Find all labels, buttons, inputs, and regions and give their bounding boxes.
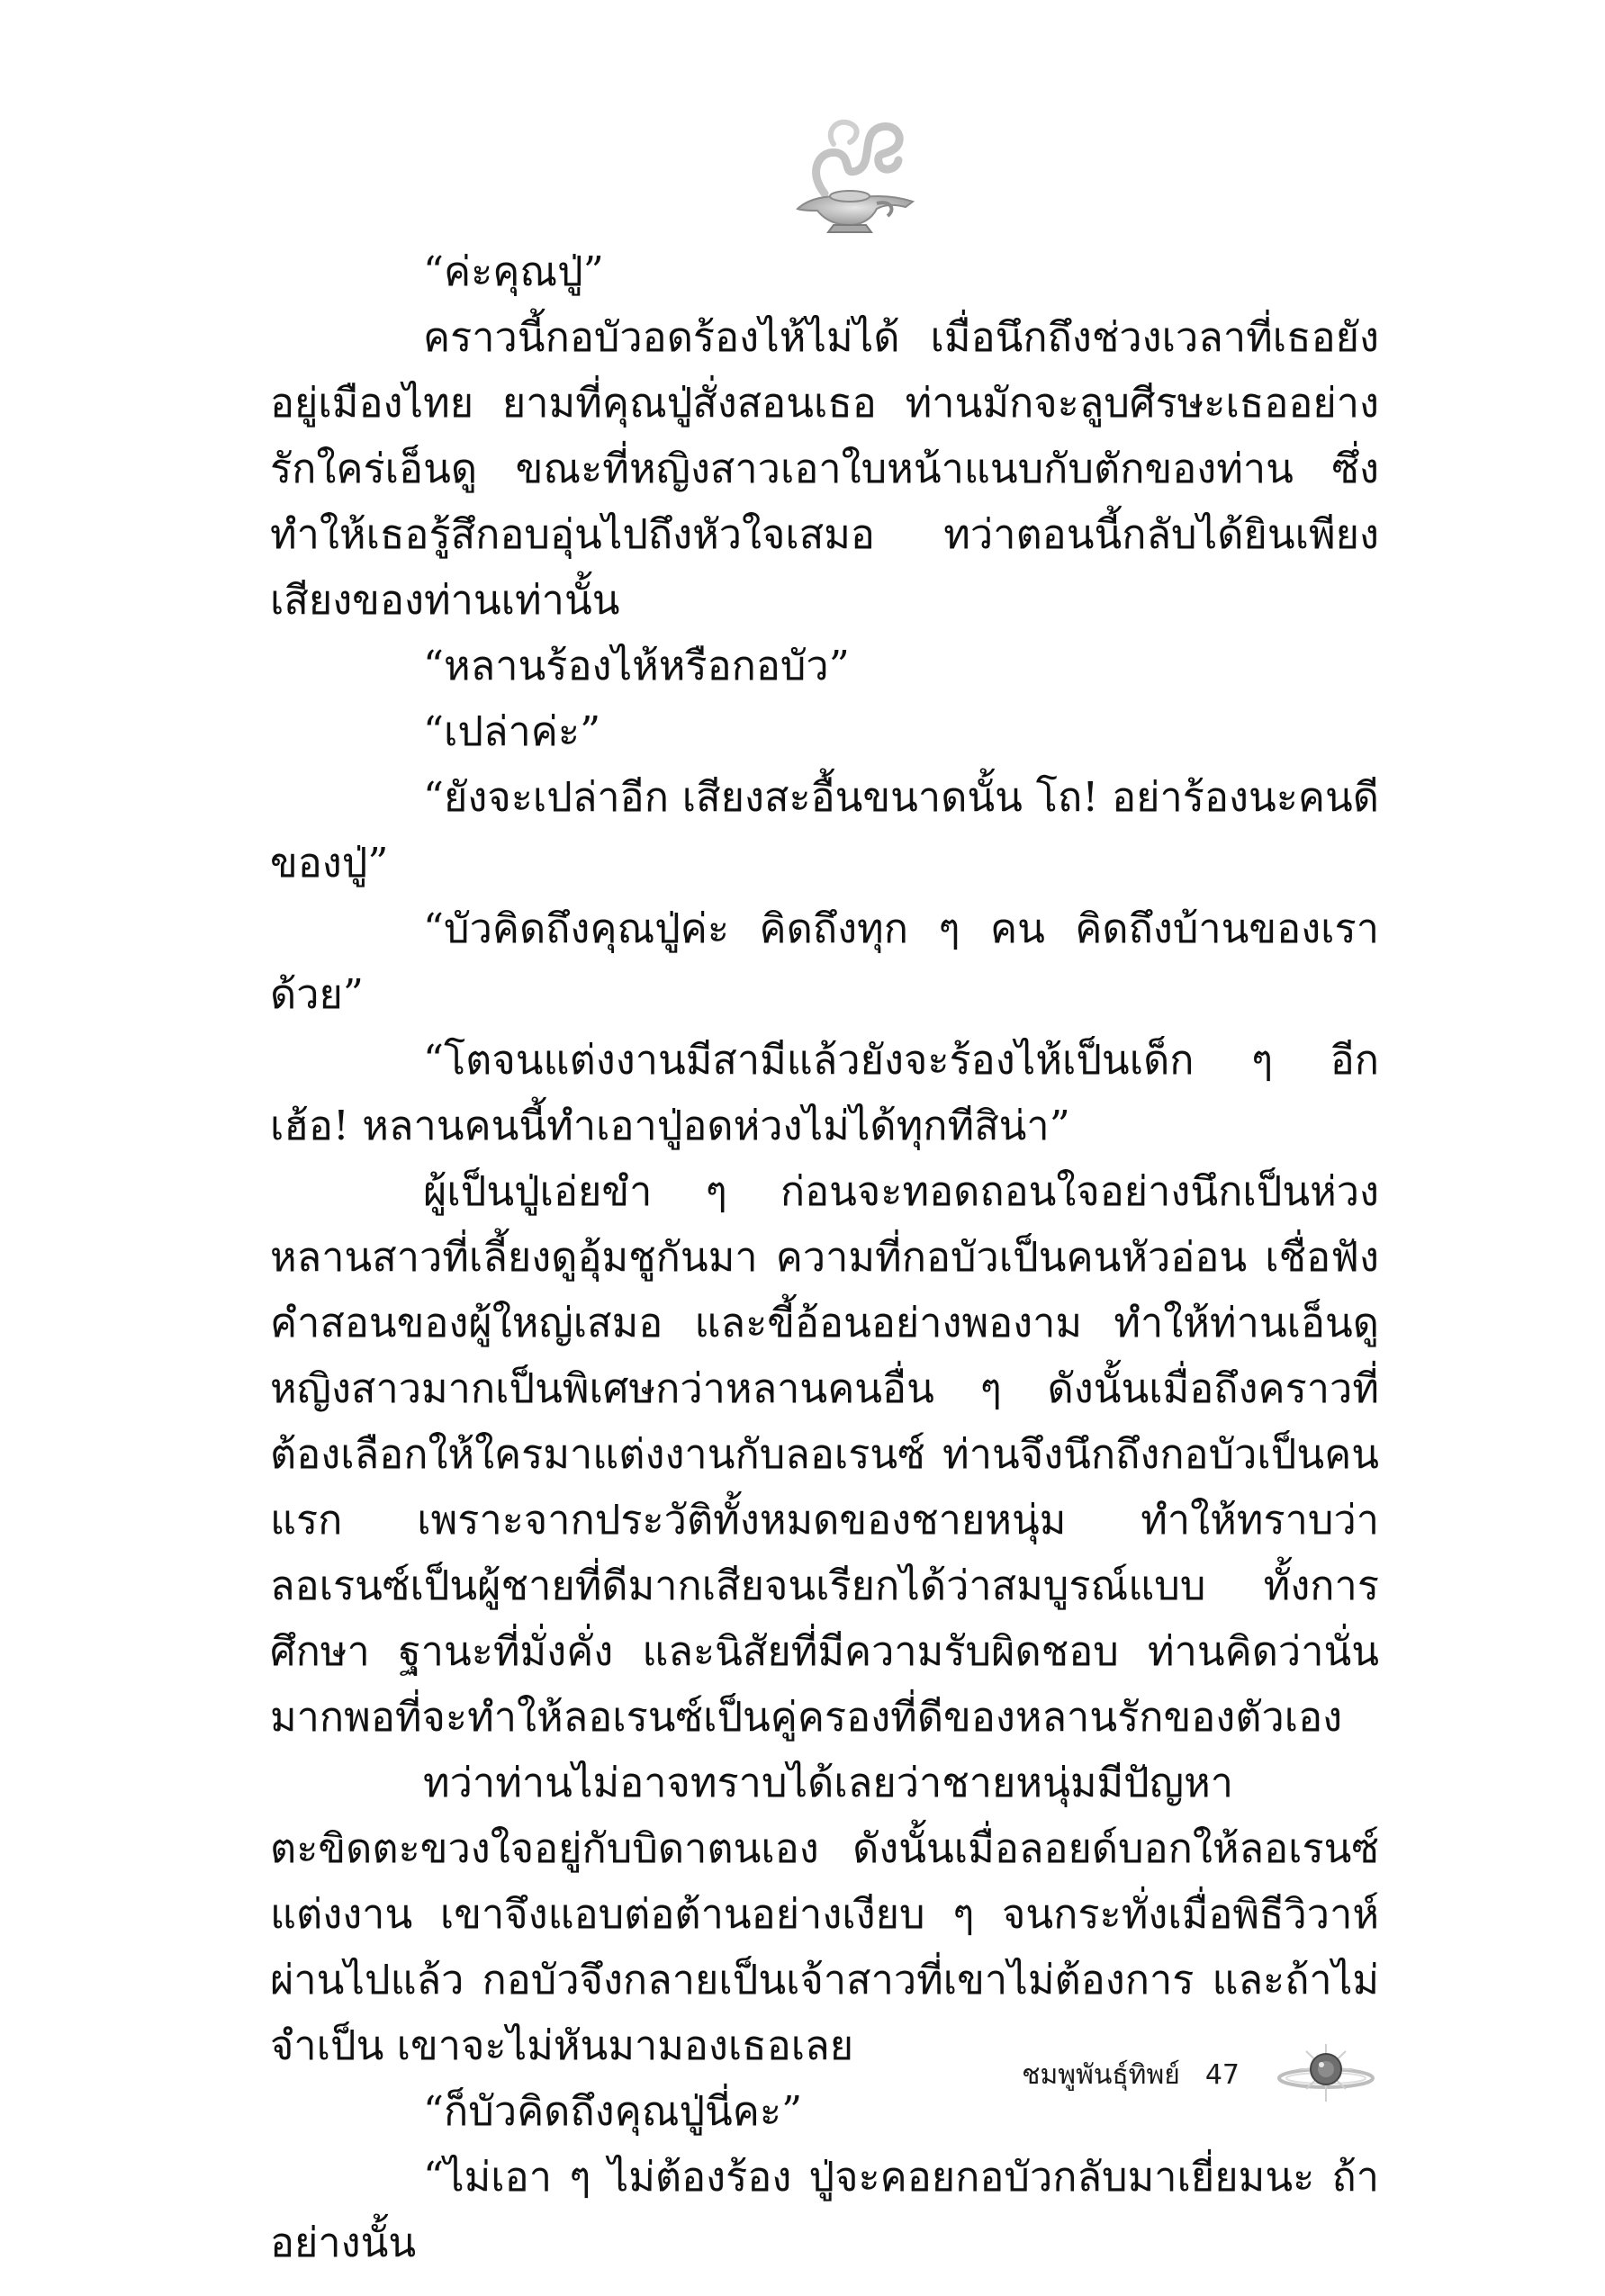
paragraph: “ยังจะเปล่าอีก เสียงสะอื้นขนาดนั้น โถ! อย่าร้องนะคนดีของปู่” bbox=[270, 773, 1379, 887]
paragraph: “หลานร้องไห้หรือกอบัว” bbox=[423, 642, 850, 689]
paragraph: ทว่าท่านไม่อาจทราบได้เลยว่าชายหนุ่มมีปัญหาตะขิดตะขวงใจอยู่กับบิดาตนเอง ดังนั้นเมื่อลอยด์บอกให้ลอเรนซ์แต่งงาน เขาจึงแอบต่อต้านอย่างเงียบ ๆ จนกระทั่งเมื่อพิธีวิวาห์ผ่านไปแล้ว กอบัวจึงกลายเป็นเจ้าสาวที่เขาไม่ต้องการ และถ้าไม่จำเป็น เขาจะไม่หันมามองเธอเลย bbox=[270, 1759, 1379, 2069]
magic-lamp-icon bbox=[771, 108, 933, 243]
book-title: ชมพูพันธุ์ทิพย์ bbox=[1022, 2058, 1180, 2091]
paragraph: “ก็บัวคิดถึงคุณปู่นี่คะ” bbox=[423, 2087, 803, 2135]
page-number: 47 bbox=[1204, 2058, 1240, 2091]
paragraph: “ไม่เอา ๆ ไม่ต้องร้อง ปู่จะคอยกอบัวกลับมาเยี่ยมนะ ถ้าอย่างนั้น bbox=[270, 2153, 1379, 2266]
paragraph: “โตจนแต่งงานมีสามีแล้วยังจะร้องไห้เป็นเด็ก ๆ อีก เฮ้อ! หลานคนนี้ทำเอาปู่อดห่วงไม่ได้ทุกทีสิน่า” bbox=[270, 1036, 1379, 1149]
page-footer bbox=[1022, 2039, 1380, 2111]
paragraph: “บัวคิดถึงคุณปู่ค่ะ คิดถึงทุก ๆ คน คิดถึงบ้านของเราด้วย” bbox=[270, 905, 1379, 1018]
paragraph: “ค่ะคุณปู่” bbox=[423, 248, 604, 295]
paragraph: “เปล่าค่ะ” bbox=[423, 707, 601, 755]
body-text bbox=[270, 239, 1379, 2275]
paragraph: ผู้เป็นปู่เอ่ยขำ ๆ ก่อนจะทอดถอนใจอย่างนึกเป็นห่วงหลานสาวที่เลี้ยงดูอุ้มชูกันมา ความที่กอบัวเป็นคนหัวอ่อน เชื่อฟังคำสอนของผู้ใหญ่เสมอ และขี้อ้อนอย่างพองาม ทำให้ท่านเอ็นดูหญิงสาวมากเป็นพิเศษกว่าหลานคนอื่น ๆ ดังนั้นเมื่อถึงคราวที่ต้องเลือกให้ใครมาแต่งงานกับลอเรนซ์ ท่านจึงนึกถึงกอบัวเป็นคนแรก เพราะจากประวัติทั้งหมดของชายหนุ่ม ทำให้ทราบว่าลอเรนซ์เป็นผู้ชายที่ดีมากเสียจนเรียกได้ว่าสมบูรณ์แบบ ทั้งการศึกษา ฐานะที่มั่งคั่ง และนิสัยที่มีความรับผิดชอบ ท่านคิดว่านั่นมากพอที่จะทำให้ลอเรนซ์เป็นคู่ครองที่ดีของหลานรักของตัวเอง bbox=[270, 1167, 1379, 1741]
paragraph: คราวนี้กอบัวอดร้องไห้ไม่ได้ เมื่อนึกถึงช่วงเวลาที่เธอยังอยู่เมืองไทย ยามที่คุณปู่สั่งสอนเธอ ท่านมักจะลูบศีรษะเธออย่างรักใคร่เอ็นดู ขณะที่หญิงสาวเอาใบหน้าแนบกับตักของท่าน ซึ่งทำให้เธอรู้สึกอบอุ่นไปถึงหัวใจเสมอ ทว่าตอนนี้กลับได้ยินเพียงเสียงของท่านเท่านั้น bbox=[270, 313, 1379, 624]
diamond-ring-icon bbox=[1272, 2039, 1380, 2111]
